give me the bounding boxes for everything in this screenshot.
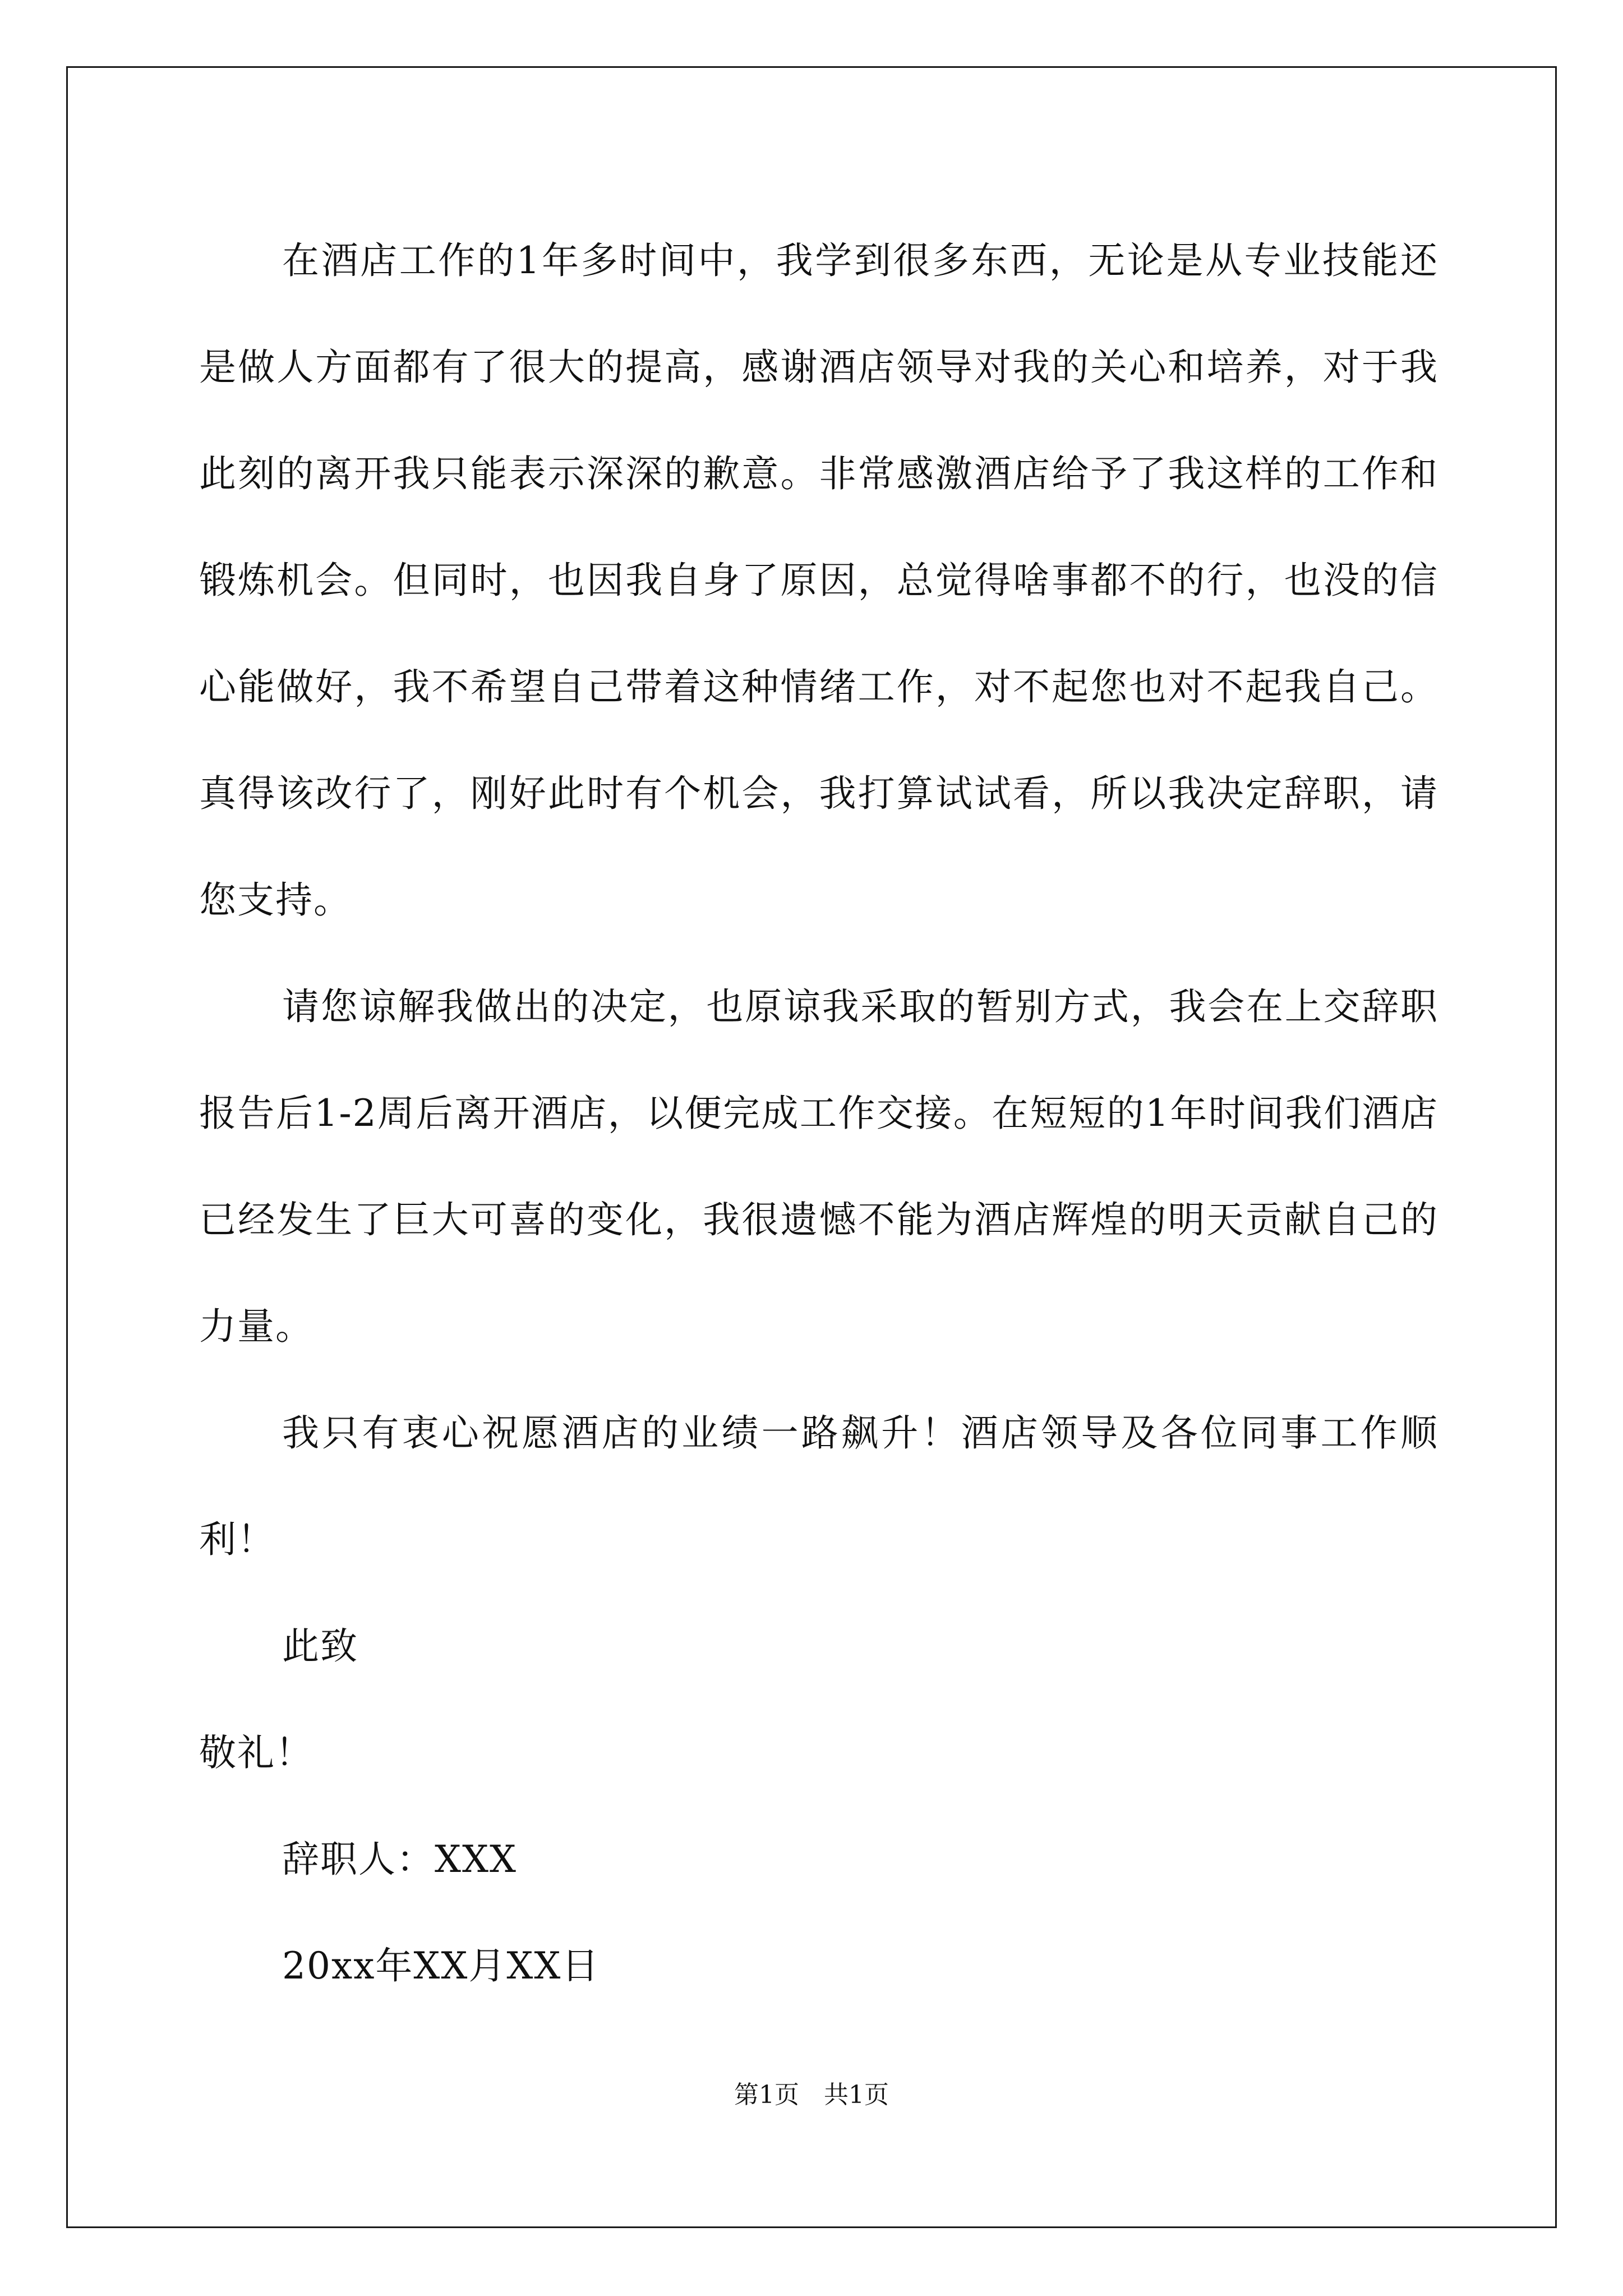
page-number: 第1页 <box>734 2081 799 2109</box>
letter-body <box>199 208 1438 2019</box>
closing-salutation: 此致 <box>282 1625 358 1668</box>
paragraph-1: 在酒店工作的1年多时间中，我学到很多东西，无论是从专业技能还是做人方面都有了很大的提高，感谢酒店领导对我的关心和培养，对于我此刻的离开我只能表示深深的歉意。非常感激酒店给予了我这样的工作和锻炼机会。但同时，也因我自身了原因，总觉得啥事都不的行，也没的信心能做好，我不希望自己带着这种情绪工作，对不起您也对不起我自己。真得该改行了，刚好此时有个机会，我打算试试看，所以我决定辞职，请您支持。 <box>199 239 1438 922</box>
signature: 辞职人：XXX <box>282 1838 517 1881</box>
page-total: 共1页 <box>824 2081 889 2109</box>
page-footer <box>0 2078 1623 2112</box>
paragraph-3: 我只有衷心祝愿酒店的业绩一路飙升！酒店领导及各位同事工作顺利！ <box>199 1411 1438 1561</box>
paragraph-2: 请您谅解我做出的决定，也原谅我采取的暂别方式，我会在上交辞职报告后1-2周后离开酒店，以便完成工作交接。在短短的1年时间我们酒店已经发生了巨大可喜的变化，我很遗憾不能为酒店辉煌的明天贡献自己的力量。 <box>199 985 1438 1348</box>
date: 20xx年XX月XX日 <box>282 1944 600 1987</box>
closing-regards: 敬礼！ <box>199 1731 313 1774</box>
